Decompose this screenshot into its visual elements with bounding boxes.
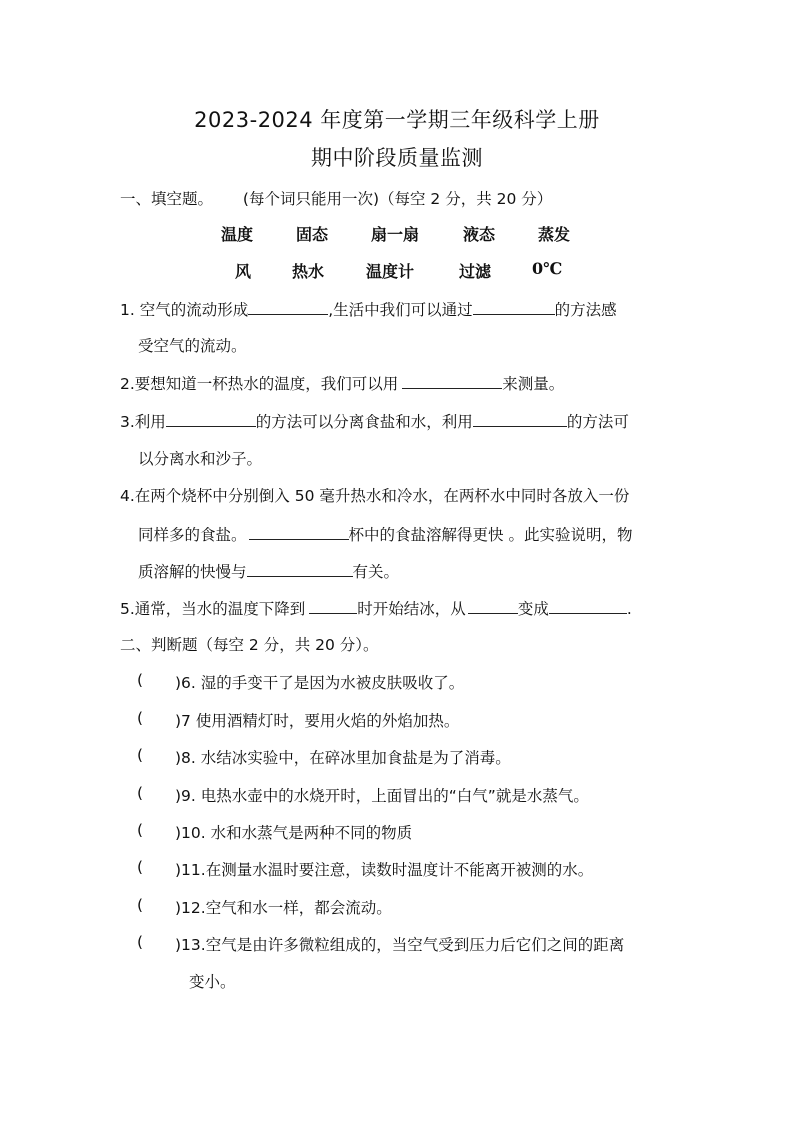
question-text: 的方法可 (566, 413, 629, 431)
word-bank-item: 温度 (221, 225, 254, 244)
judge-item: )8. 水结冰实验中，在碎冰里加食盐是为了消毒。 (175, 749, 511, 767)
question-text: 有关。 (352, 563, 400, 581)
answer-blank[interactable] (166, 409, 256, 427)
question-4: 4.在两个烧杯中分别倒入 50 毫升热水和冷水，在两杯水中同时各放入一份 (120, 487, 630, 505)
question-text: 同样多的食盐。 (138, 526, 247, 544)
question-2 (120, 371, 564, 394)
judge-bracket[interactable]: ( (137, 671, 144, 689)
section1-heading: 一、填空题。 (120, 190, 214, 208)
question-text: ,生活中我们可以通过 (328, 301, 473, 319)
answer-blank[interactable] (309, 596, 357, 614)
judge-bracket[interactable]: ( (137, 858, 144, 876)
section2-heading: 二、判断题（每空 2 分，共 20 分）。 (120, 636, 379, 654)
judge-bracket[interactable]: ( (137, 709, 144, 727)
word-bank-item: 固态 (296, 225, 329, 244)
answer-blank[interactable] (473, 297, 555, 315)
answer-blank[interactable] (248, 297, 328, 315)
judge-bracket[interactable]: ( (137, 933, 144, 951)
judge-item: )13.空气是由许多微粒组成的，当空气受到压力后它们之间的距离 (175, 936, 625, 954)
question-text: 1. 空气的流动形成 (120, 301, 249, 319)
word-bank-item: 0℃ (532, 259, 563, 278)
question-text: 2.要想知道一杯热水的温度，我们可以用 (120, 375, 399, 393)
word-bank-item: 扇一扇 (371, 225, 420, 244)
judge-bracket[interactable]: ( (137, 784, 144, 802)
judge-item: )12.空气和水一样，都会流动。 (175, 899, 392, 917)
judge-bracket[interactable]: ( (137, 896, 144, 914)
question-text: 5.通常，当水的温度下降到 (120, 600, 306, 618)
question-3-cont: 以分离水和沙子。 (138, 450, 263, 468)
word-bank-item: 风 (235, 262, 252, 281)
section1-header (120, 187, 552, 209)
judge-item: )10. 水和水蒸气是两种不同的物质 (175, 824, 413, 842)
judge-item: )9. 电热水壶中的水烧开时，上面冒出的“白气”就是水蒸气。 (175, 787, 589, 805)
word-bank-item: 过滤 (459, 262, 492, 281)
question-text: 3.利用 (120, 413, 166, 431)
question-3 (120, 409, 629, 432)
question-text: 来测量。 (502, 375, 565, 393)
judge-item-cont: 变小。 (189, 973, 236, 991)
exam-subtitle: 期中阶段质量监测 (311, 146, 483, 170)
judge-bracket[interactable]: ( (137, 746, 144, 764)
question-text: 质溶解的快慢与 (138, 563, 247, 581)
answer-blank[interactable] (473, 409, 567, 427)
answer-blank[interactable] (247, 559, 353, 577)
question-1-cont: 受空气的流动。 (138, 337, 247, 355)
question-text: 的方法感 (554, 301, 617, 319)
answer-blank[interactable] (468, 596, 518, 614)
word-bank-item: 液态 (463, 225, 496, 244)
judge-bracket[interactable]: ( (137, 821, 144, 839)
section1-note: (每个词只能用一次)（每空 2 分，共 20 分） (242, 190, 553, 208)
judge-item: )11.在测量水温时要注意，读数时温度计不能离开被测的水。 (175, 861, 594, 879)
question-4-cont (138, 522, 632, 545)
word-bank-item: 蒸发 (538, 225, 571, 244)
judge-item: )7 使用酒精灯时，要用火焰的外焰加热。 (175, 712, 460, 730)
word-bank-item: 热水 (292, 262, 325, 281)
question-text: 变成 (517, 600, 549, 618)
exam-title: 2023-2024 年度第一学期三年级科学上册 (194, 108, 600, 132)
answer-blank[interactable] (402, 371, 502, 389)
answer-blank[interactable] (249, 522, 349, 540)
question-1 (120, 297, 617, 320)
question-text: 的方法可以分离食盐和水，利用 (255, 413, 473, 431)
question-4-cont2 (138, 559, 399, 582)
question-text: 杯中的食盐溶解得更快 。此实验说明，物 (348, 526, 633, 544)
word-bank-item: 温度计 (366, 262, 415, 281)
judge-item: )6. 湿的手变干了是因为水被皮肤吸收了。 (175, 674, 465, 692)
question-text: 时开始结冰，从 (357, 600, 466, 618)
answer-blank[interactable] (549, 596, 627, 614)
question-5 (120, 596, 632, 619)
question-text: . (626, 600, 632, 618)
